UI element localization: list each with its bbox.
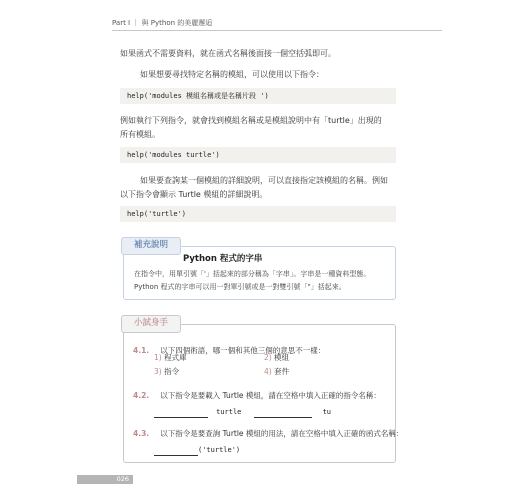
question-4-2-answer-line — [154, 399, 331, 418]
option-2 — [264, 352, 289, 363]
paragraph-2: 如果想要尋找特定名稱的模組，可以使用以下指令： — [140, 70, 324, 79]
paragraph-4-line-1: 如果要查詢某一個模組的詳細說明，可以直接指定該模組的名稱。例如 — [140, 176, 388, 185]
question-4-1-text: 以下四個術語，哪一個和其他三個的意思不一樣： — [160, 346, 326, 355]
answer-blank-2[interactable] — [254, 408, 312, 418]
option-3 — [154, 366, 179, 377]
option-3-label: 指令 — [164, 367, 180, 376]
code-1-pre: help('modules — [127, 92, 187, 100]
question-4-2-number: 4.2. — [133, 391, 150, 400]
supplement-line-2: Python 程式的字串可以用一對單引號或是一對雙引號「"」括起來。 — [134, 283, 346, 291]
part-label: Part Ⅰ — [112, 19, 131, 27]
question-4-3-text: 以下指令是要查詢 Turtle 模組的用法，請在空格中填入正確的函式名稱： — [160, 429, 404, 438]
option-4-number: 4) — [264, 367, 272, 376]
option-4 — [264, 366, 289, 377]
option-1-number: 1) — [154, 353, 162, 362]
code-1-placeholder: 模組名稱或是名稱片段 — [186, 92, 257, 100]
code-block-3: help('turtle') — [120, 206, 396, 222]
running-header — [112, 18, 212, 28]
paragraph-3-line-2: 所有模組。 — [120, 130, 160, 139]
answer-suffix: ('turtle') — [198, 446, 241, 454]
option-1-label: 程式庫 — [164, 353, 187, 362]
answer-blank-1[interactable] — [154, 408, 208, 418]
answer-word-tu: tu — [322, 408, 332, 416]
header-separator: ｜ — [132, 19, 140, 27]
supplement-title: Python 程式的字串 — [183, 254, 263, 264]
option-2-number: 2) — [264, 353, 272, 362]
code-block-2: help('modules turtle') — [120, 147, 396, 163]
chapter-title: 與 Python 的美麗邂逅 — [141, 19, 213, 27]
answer-blank-3[interactable] — [154, 446, 198, 456]
supplement-tab: 補充說明 — [121, 237, 181, 255]
question-4-2-text: 以下指令是要載入 Turtle 模組，請在空格中填入正確的指令名稱： — [160, 391, 381, 400]
supplement-line-1: 在指令中，用單引號「'」括起來的部分稱為「字串」。字串是一種資料型態。 — [134, 270, 371, 278]
header-divider — [112, 30, 442, 31]
option-1 — [154, 352, 187, 363]
paragraph-3-line-1: 例如執行下列指令，就會找到模組名稱或是模組說明中有「turtle」出現的 — [120, 116, 382, 125]
question-4-3-number: 4.3. — [133, 429, 150, 438]
paragraph-1: 如果函式不需要資料，就在函式名稱後面接一個空括弧即可。 — [120, 49, 336, 58]
practice-tab: 小試身手 — [121, 315, 181, 333]
question-4-3-answer-line — [154, 437, 240, 456]
paragraph-4-line-2: 以下指令會顯示 Turtle 模組的詳細說明。 — [120, 190, 268, 199]
option-3-number: 3) — [154, 367, 162, 376]
option-4-label: 套件 — [274, 367, 290, 376]
question-4-1-number: 4.1. — [133, 346, 150, 355]
answer-word-turtle: turtle — [216, 408, 242, 416]
code-block-1 — [120, 88, 396, 104]
page-number: 026 — [77, 475, 133, 484]
option-2-label: 模組 — [274, 353, 290, 362]
code-1-post: ') — [256, 92, 269, 100]
